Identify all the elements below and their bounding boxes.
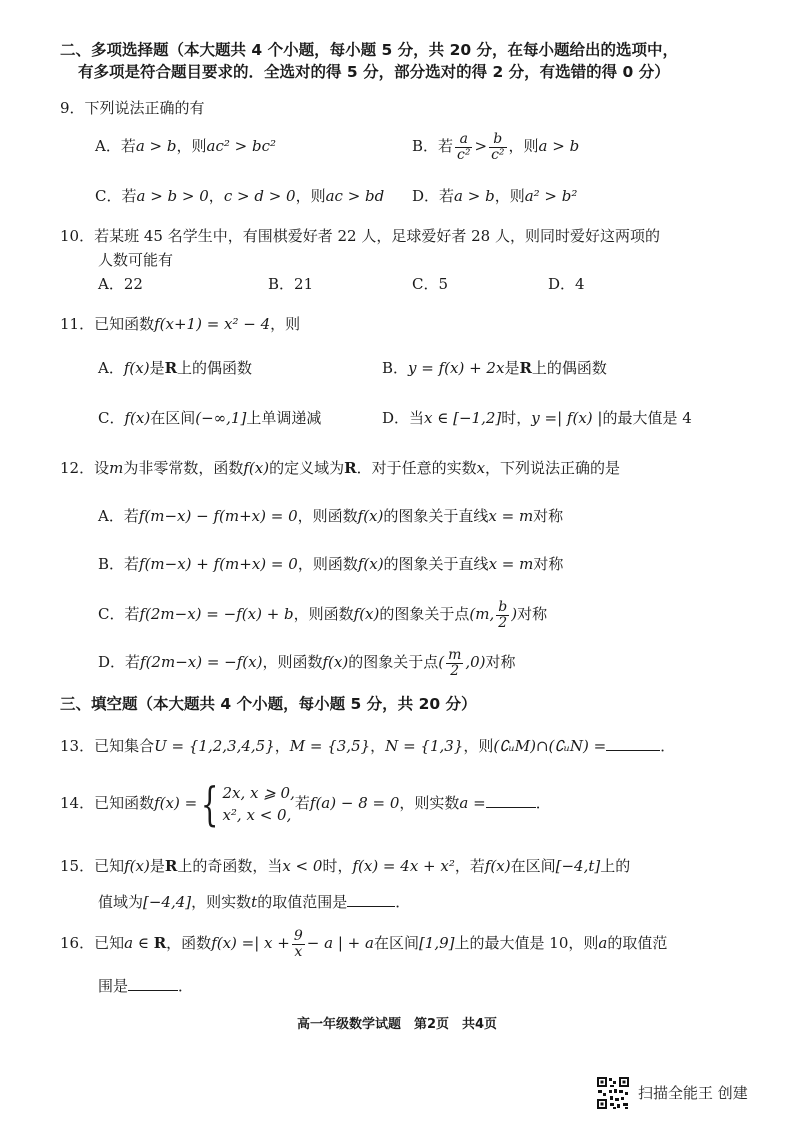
q12-c-tail: 的图象关于点	[379, 605, 470, 623]
q11-d-mid: 时，	[501, 409, 532, 427]
q10-line2: 人数可能有	[98, 251, 174, 269]
q11-c-tail: 上单调递减	[246, 409, 322, 427]
q11-option-c	[98, 408, 321, 428]
q13-sep2: ，	[370, 737, 386, 755]
q9-stem	[60, 98, 205, 118]
q11-a-expr: f(x)	[123, 359, 150, 377]
q11-stem	[60, 314, 300, 334]
q10-stem	[60, 226, 660, 246]
q15-expr: f(x) = 4x + x²	[352, 857, 455, 875]
q16-cond: a ∈	[124, 934, 154, 952]
q15-d: 时，	[322, 857, 353, 875]
q12-a-end: 对称	[533, 507, 564, 525]
q9-b-expr2: a > b	[538, 137, 580, 155]
q12-x: x	[476, 459, 486, 477]
q16-e: 的取值范	[607, 934, 668, 952]
q9-option-a	[95, 136, 276, 156]
q13-mid: ，则	[463, 737, 494, 755]
q15-l2-b: ，则实数	[191, 893, 252, 911]
q12-c-pt-b: )	[511, 605, 518, 623]
q12-c-label: C．若	[98, 605, 140, 623]
q12-e: ，下列说法正确的是	[485, 459, 621, 477]
q11-a-post: 是	[149, 359, 165, 377]
q14-var: a =	[459, 794, 486, 812]
q12-option-d	[98, 640, 516, 684]
q9-text: 下列说法正确的有	[84, 99, 205, 117]
q9-d-label: D．若	[412, 187, 455, 205]
q12-d-pt-a: (	[438, 653, 445, 671]
q9-c-mid: ，则	[295, 187, 326, 205]
q12-b-mid: ，则函数	[297, 555, 358, 573]
q10-number: 10．	[60, 227, 95, 245]
q12-b-f: f(x)	[357, 555, 384, 573]
q12-option-b	[98, 554, 563, 574]
q15-l2-c: 的取值范围是	[257, 893, 348, 911]
q12-c-pt-a: (m,	[469, 605, 495, 623]
q16-a: 已知	[94, 934, 125, 952]
q13-expr: (∁ᵤM)∩(∁ᵤN) =	[493, 737, 607, 755]
q13	[60, 736, 675, 756]
q11-option-d	[382, 408, 692, 428]
q16-frac	[292, 929, 305, 960]
q12-a-line: x = m	[488, 507, 534, 525]
q14-mid: 若	[294, 794, 310, 812]
q13-sep1: ，	[274, 737, 290, 755]
q12-option-a	[98, 506, 563, 526]
q12-b-tail: 的图象关于直线	[383, 555, 489, 573]
q14-number: 14．	[60, 794, 95, 812]
q13-end: ．	[660, 737, 676, 755]
q12-d-end: 对称	[485, 653, 516, 671]
section2-title: 二、多项选择题	[60, 41, 169, 59]
q16-line2	[98, 976, 193, 996]
q12-d-label: D．若	[98, 653, 141, 671]
q11-number: 11．	[60, 315, 95, 333]
q14-tail: ，则实数	[399, 794, 460, 812]
section2-note-line1: （本大题共 4 个小题，每小题 5 分，共 20 分，在每小题给出的选项中，	[168, 41, 679, 59]
q14-case1: 2x, x ⩾ 0,	[222, 784, 295, 802]
q9-a-expr: a > b	[135, 137, 177, 155]
q12-c-mid: ，则函数	[293, 605, 354, 623]
q16-rest: − a | + a	[306, 934, 374, 952]
q12-b-label: B．若	[98, 555, 140, 573]
q10-option-b: B．21	[268, 275, 314, 293]
q14-end: ．	[535, 794, 551, 812]
q16-den: x	[294, 943, 303, 960]
q14-cond: f(a) − 8 = 0	[309, 794, 400, 812]
q12-a-f: f(x)	[357, 507, 384, 525]
q14	[60, 777, 551, 831]
q15-line2	[98, 892, 410, 912]
q12-b-line: x = m	[488, 555, 534, 573]
q15-R: R	[164, 857, 178, 875]
q14-brace: {	[201, 777, 219, 831]
q12-b-end: 对称	[533, 555, 564, 573]
q14-pre: 已知函数	[94, 794, 155, 812]
q15-b: 是	[149, 857, 165, 875]
q16-R: R	[153, 934, 167, 952]
q16-line1	[60, 920, 667, 966]
scanner-watermark: 扫描全能王 创建	[638, 1084, 748, 1102]
q11-c-mid: 在区间	[150, 409, 196, 427]
q11-c-expr: f(x)	[124, 409, 151, 427]
q11-b-R: R	[519, 359, 532, 377]
q9-b-den2: c²	[491, 146, 505, 163]
q13-number: 13．	[60, 737, 95, 755]
q15-l2-t: t	[251, 893, 258, 911]
q9-a-mid: ，则	[176, 137, 207, 155]
q11-d-expr: x ∈ [−1,2]	[424, 409, 502, 427]
q9-option-c	[95, 186, 384, 206]
qr-code-icon	[596, 1076, 630, 1110]
q12-d-mid: ，则函数	[262, 653, 323, 671]
q9-d-mid: ，则	[494, 187, 525, 205]
q15-a: 已知	[94, 857, 125, 875]
q12-d-f: f(x)	[322, 653, 349, 671]
q12-d-den: 2	[450, 662, 460, 679]
q13-pre: 已知集合	[94, 737, 155, 755]
q9-c-expr: a > b > 0	[136, 187, 209, 205]
q15-f: f(x)	[124, 857, 150, 875]
q14-cases	[222, 782, 294, 826]
q11-a-label: A．	[98, 359, 124, 377]
q9-b-mid: ，则	[508, 137, 539, 155]
q15-line1	[60, 856, 630, 876]
q9-d-expr: a > b	[454, 187, 495, 205]
q9-c-label: C．若	[95, 187, 137, 205]
section3-header	[60, 694, 477, 714]
q16-int: [1,9]	[418, 934, 455, 952]
q16-a2: a	[598, 934, 608, 952]
q16-number: 16．	[60, 934, 95, 952]
q12-c-num: b	[498, 598, 508, 615]
q9-b-gt: >	[474, 137, 488, 155]
q15-g: 在区间	[510, 857, 556, 875]
section2-note-line2: 有多项是符合题目要求的．全选对的得 5 分，部分选对的得 2 分，有选错的得 0 分）	[78, 63, 670, 81]
q11-d-tail: 的最大值是 4	[602, 409, 692, 427]
q12-option-c	[98, 592, 547, 636]
q11-b-post: 是	[504, 359, 520, 377]
q13-N: N = {1,3}	[385, 737, 464, 755]
q12-stem	[60, 458, 620, 478]
q11-d-expr2: y =| f(x) |	[531, 409, 603, 427]
q12-f: f(x)	[243, 459, 270, 477]
q11-d-label: D．当	[382, 409, 425, 427]
q12-c-den: 2	[498, 614, 508, 631]
q16-c: 在区间	[373, 934, 419, 952]
q16-b: ，函数	[166, 934, 212, 952]
q10-line1: 若某班 45 名学生中，有围棋爱好者 22 人，足球爱好者 28 人，则同时爱好这两项的	[94, 227, 660, 245]
q12-d-frac	[446, 648, 463, 679]
q12-d-expr: f(2m−x) = −f(x)	[140, 653, 263, 671]
q11-a-R: R	[164, 359, 178, 377]
q9-c-expr2: c > d > 0	[223, 187, 296, 205]
q12-m: m	[109, 459, 124, 477]
q15-number: 15．	[60, 857, 95, 875]
q15-int: [−4,t]	[555, 857, 601, 875]
q12-b-expr: f(m−x) + f(m+x) = 0	[139, 555, 298, 573]
q9-option-b	[412, 124, 579, 168]
q12-number: 12．	[60, 459, 95, 477]
q14-answer-blank[interactable]	[486, 793, 536, 808]
q15-c: 上的奇函数，当	[177, 857, 283, 875]
section3-title: 三、填空题	[60, 695, 138, 713]
q9-b-num2: b	[489, 132, 506, 148]
q15-e: ，若	[454, 857, 485, 875]
q11-pre: 已知函数	[94, 315, 155, 333]
q13-M: M = {3,5}	[289, 737, 371, 755]
q9-a-label: A．若	[95, 137, 136, 155]
section3-note: （本大题共 4 个小题，每小题 5 分，共 20 分）	[137, 695, 477, 713]
q12-c-end: 对称	[517, 605, 548, 623]
q10-option-c: C．5	[412, 275, 449, 293]
q10-option-a: A．22	[98, 275, 143, 293]
q12-c-f: f(x)	[353, 605, 380, 623]
q9-c-sep: ，	[208, 187, 224, 205]
q11-option-b	[382, 358, 607, 378]
page-footer: 高一年级数学试题 第2页 共4页	[296, 1017, 498, 1032]
q11-c-int: (−∞,1]	[195, 409, 247, 427]
q12-b: 为非零常数，函数	[123, 459, 244, 477]
q12-a-expr: f(m−x) − f(m+x) = 0	[138, 507, 298, 525]
q12-d-tail: 的图象关于点	[348, 653, 439, 671]
q15-answer-blank[interactable]	[347, 892, 395, 907]
q9-c-expr3: ac > bd	[325, 187, 385, 205]
q16-num: 9	[293, 927, 303, 944]
q15-cond: x < 0	[282, 857, 323, 875]
q13-U: U = {1,2,3,4,5}	[154, 737, 275, 755]
q16-l2-end: ．	[178, 977, 194, 995]
q12-a-tail: 的图象关于直线	[383, 507, 489, 525]
q12-d: ．对于任意的实数	[356, 459, 477, 477]
q11-post: ，则	[270, 315, 301, 333]
q12-c-expr: f(2m−x) = −f(x) + b	[139, 605, 294, 623]
q15-f2: f(x)	[484, 857, 511, 875]
q16-d: 上的最大值是 10，则	[454, 934, 599, 952]
q12-a-mid: ，则函数	[297, 507, 358, 525]
q9-b-den1: c²	[457, 146, 471, 163]
q9-d-expr2: a² > b²	[524, 187, 578, 205]
q9-a-expr2: ac² > bc²	[206, 137, 276, 155]
q15-l2-a: 值域为	[98, 893, 144, 911]
q12-d-num: m	[448, 646, 462, 663]
q15-l2-int: [−4,4]	[143, 893, 192, 911]
q10-option-d: D．4	[548, 275, 585, 293]
q9-b-frac2	[489, 132, 506, 163]
q9-b-num1: a	[455, 132, 472, 148]
q11-option-a	[98, 358, 252, 378]
q9-b-label: B．若	[412, 137, 454, 155]
q12-d-pt-b: ,0)	[465, 653, 486, 671]
q15-l2-end: ．	[395, 893, 411, 911]
q16-l2-a: 围是	[98, 977, 129, 995]
q12-c: 的定义域为	[269, 459, 345, 477]
q11-b-tail: 上的偶函数	[531, 359, 607, 377]
q12-a-label: A．若	[98, 507, 139, 525]
q14-case2: x², x < 0,	[222, 806, 292, 824]
q11-b-label: B．	[382, 359, 409, 377]
q9-b-frac1	[455, 132, 472, 163]
q11-c-label: C．	[98, 409, 125, 427]
q12-R: R	[344, 459, 357, 477]
q13-answer-blank[interactable]	[606, 736, 660, 751]
q15-h: 上的	[600, 857, 631, 875]
q9-option-d	[412, 186, 577, 206]
q14-f: f(x) =	[154, 794, 198, 812]
q11-expr: f(x+1) = x² − 4	[154, 315, 271, 333]
q11-a-tail: 上的偶函数	[177, 359, 253, 377]
q9-number: 9．	[60, 99, 85, 117]
q11-b-expr: y = f(x) + 2x	[408, 359, 505, 377]
q16-answer-blank[interactable]	[128, 976, 178, 991]
section2-header	[60, 40, 678, 60]
q12-c-frac	[496, 600, 509, 631]
q12-a: 设	[94, 459, 110, 477]
q16-f: f(x) =| x +	[211, 934, 290, 952]
